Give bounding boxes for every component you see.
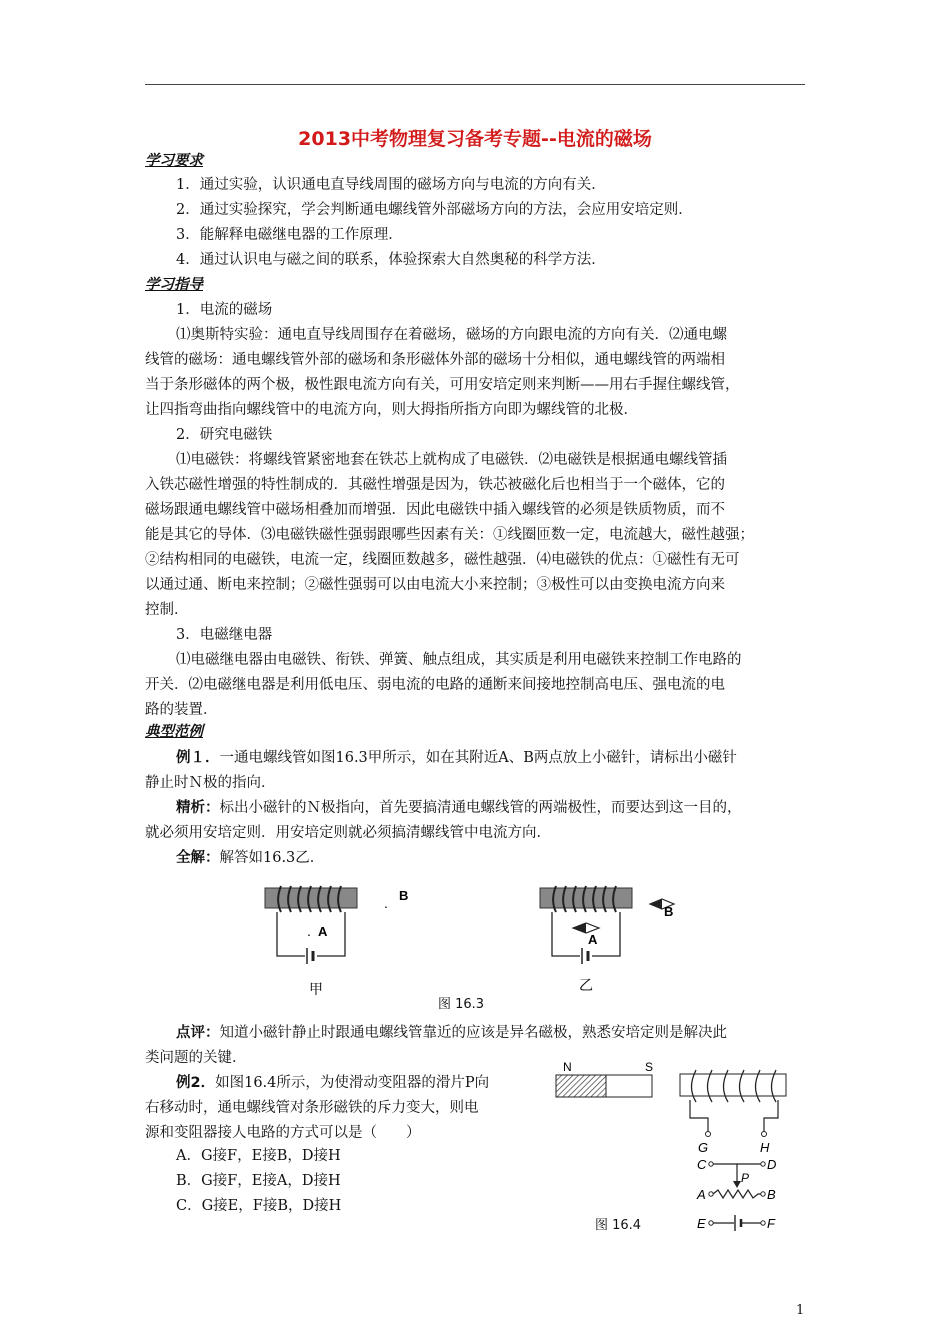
magnet-s-label: S bbox=[645, 1060, 654, 1074]
figure-16-3 bbox=[255, 878, 695, 998]
label-c: C bbox=[697, 1157, 707, 1172]
paragraph-line: ⑴电磁继电器由电磁铁、衔铁、弹簧、触点组成，其实质是利用电磁铁来控制工作电路的 bbox=[176, 652, 742, 668]
solenoid-core bbox=[680, 1074, 786, 1096]
paragraph-line: 开关．⑵电磁继电器是利用低电压、弱电流的电路的通断来间接地控制高电压、强电流的电 bbox=[145, 677, 725, 693]
header-rule bbox=[145, 84, 805, 85]
caption-right: 乙 bbox=[579, 977, 593, 993]
bar-magnet-north bbox=[556, 1075, 606, 1097]
requirement-item: 2．通过实验探究，学会判断通电螺线管外部磁场方向的方法，会应用安培定则． bbox=[176, 202, 693, 218]
wire-left bbox=[277, 912, 305, 956]
section-heading-guide: 学习指导 bbox=[145, 277, 203, 293]
paragraph-line: 控制． bbox=[145, 602, 189, 618]
paragraph-line: ⑴电磁铁：将螺线管紧密地套在铁芯上就构成了电磁铁．⑵电磁铁是根据通电螺线管插 bbox=[176, 452, 727, 468]
example-2-line: 右移动时，通电螺线管对条形磁铁的斥力变大，则电 bbox=[145, 1100, 479, 1116]
example-2-label: 例2． bbox=[176, 1075, 216, 1091]
terminal-c bbox=[709, 1162, 713, 1166]
lead-h bbox=[764, 1100, 778, 1132]
paragraph-line: 线管的磁场：通电螺线管外部的磁场和条形磁体外部的磁场十分相似，通电螺线管的两端相 bbox=[145, 352, 725, 368]
subheading: 2．研究电磁铁 bbox=[176, 427, 273, 443]
comment-line: 类问题的关键． bbox=[145, 1050, 247, 1066]
requirement-item: 3．能解释电磁继电器的工作原理． bbox=[176, 227, 403, 243]
magnet-n-label: N bbox=[563, 1060, 572, 1074]
option-b: B．G接F，E接A，D接H bbox=[176, 1173, 341, 1189]
bar-magnet-south bbox=[606, 1075, 652, 1097]
label-b-right: B bbox=[664, 904, 674, 919]
label-a-rheostat: A bbox=[697, 1187, 706, 1202]
terminal-f bbox=[761, 1221, 765, 1225]
page-title: 2013中考物理复习备考专题--电流的磁场 bbox=[298, 128, 652, 150]
resistance-wire bbox=[713, 1190, 761, 1198]
paragraph-line: 入铁芯磁性增强的特性制成的．其磁性增强是因为，铁芯被磁化后也相当于一个磁体，它的 bbox=[145, 477, 725, 493]
dot-b-left: . bbox=[384, 895, 388, 911]
analysis-label: 精析： bbox=[176, 800, 220, 816]
terminal-b bbox=[761, 1192, 765, 1196]
comment-line bbox=[176, 1023, 727, 1043]
analysis-text: 标出小磁针的Ｎ极指向，首先要搞清通电螺线管的两端极性，而要达到这一目的， bbox=[219, 800, 742, 816]
paragraph-line: ②结构相同的电磁铁，电流一定，线圈匝数越多，磁性越强．⑷电磁铁的优点：①磁性有无可 bbox=[145, 552, 740, 568]
subheading: 1．电流的磁场 bbox=[176, 302, 273, 318]
label-f: F bbox=[767, 1216, 775, 1231]
subheading: 3．电磁继电器 bbox=[176, 627, 273, 643]
answer-label: 全解： bbox=[176, 850, 220, 866]
section-heading-examples: 典型范例 bbox=[145, 724, 203, 740]
example-1-label: 例１． bbox=[176, 750, 220, 766]
figure-16-3-caption: 图 16.3 bbox=[438, 997, 485, 1012]
wire-right bbox=[552, 912, 580, 956]
requirement-item: 1．通过实验，认识通电直导线周围的磁场方向与电流的方向有关． bbox=[176, 177, 606, 193]
page-number: 1 bbox=[796, 1303, 805, 1318]
figure-16-4 bbox=[550, 1058, 800, 1240]
paragraph-line: 路的装置． bbox=[145, 702, 218, 718]
lead-g bbox=[690, 1100, 708, 1132]
label-g: G bbox=[698, 1140, 709, 1155]
example-1-line: 静止时Ｎ极的指向． bbox=[145, 775, 276, 791]
slider-arrow bbox=[733, 1181, 741, 1188]
terminal-a bbox=[709, 1192, 713, 1196]
paragraph-line: 磁场跟通电螺线管中磁场相叠加而增强．因此电磁铁中插入螺线管的必须是铁质物质，而不 bbox=[145, 502, 725, 518]
label-a-right: A bbox=[588, 932, 598, 947]
dot-a-left: . bbox=[307, 923, 311, 939]
paragraph-line: ⑴奥斯特实验：通电直导线周围存在着磁场，磁场的方向跟电流的方向有关．⑵通电螺 bbox=[176, 327, 727, 343]
paragraph-line: 当于条形磁体的两个极，极性跟电流方向有关，可用安培定则来判断——用右手握住螺线管， bbox=[145, 377, 740, 393]
compass-needle-a-north bbox=[573, 923, 586, 933]
requirement-item: 4．通过认识电与磁之间的联系，体验探索大自然奥秘的科学方法． bbox=[176, 252, 606, 268]
label-b-left: B bbox=[399, 888, 409, 903]
option-a: A．G接F，E接B，D接H bbox=[176, 1148, 341, 1164]
comment-text: 知道小磁针静止时跟通电螺线管靠近的应该是异名磁极，熟悉安培定则是解决此 bbox=[219, 1025, 727, 1041]
label-p: P bbox=[741, 1171, 750, 1185]
answer-line bbox=[176, 848, 324, 868]
figure-16-4-caption: 图 16.4 bbox=[595, 1218, 642, 1233]
example-1-text: 一通电螺线管如图16.3甲所示，如在其附近A、B两点放上小磁针，请标出小磁针 bbox=[219, 750, 737, 766]
compass-needle-b-north bbox=[650, 899, 662, 909]
analysis-line: 就必须用安培定则．用安培定则就必须搞清螺线管中电流方向． bbox=[145, 825, 551, 841]
example-2-line: 源和变阻器接人电路的方式可以是（ ） bbox=[145, 1125, 421, 1141]
terminal-h bbox=[762, 1132, 767, 1137]
answer-text: 解答如16.3乙． bbox=[219, 850, 325, 866]
label-b-rheostat: B bbox=[767, 1187, 776, 1202]
label-e: E bbox=[697, 1216, 706, 1231]
example-1-line bbox=[176, 748, 737, 768]
analysis-line bbox=[176, 798, 742, 818]
paragraph-line: 能是其它的导体．⑶电磁铁磁性强弱跟哪些因素有关：①线圈匝数一定，电流越大，磁性越强； bbox=[145, 527, 754, 543]
label-h: H bbox=[760, 1140, 770, 1155]
paragraph-line: 让四指弯曲指向螺线管中的电流方向，则大拇指所指方向即为螺线管的北极． bbox=[145, 402, 638, 418]
terminal-g bbox=[706, 1132, 711, 1137]
paragraph-line: 以通过通、断电来控制；②磁性强弱可以由电流大小来控制；③极性可以由变换电流方向来 bbox=[145, 577, 725, 593]
terminal-e bbox=[709, 1221, 713, 1225]
comment-label: 点评： bbox=[176, 1025, 220, 1041]
option-c: C．G接E，F接B，D接H bbox=[176, 1198, 342, 1214]
label-a-left: A bbox=[318, 924, 328, 939]
section-heading-requirements: 学习要求 bbox=[145, 153, 203, 169]
example-2-line bbox=[176, 1073, 489, 1093]
caption-left: 甲 bbox=[309, 981, 323, 997]
label-d: D bbox=[767, 1157, 777, 1172]
example-2-text: 如图16.4所示，为使滑动变阻器的滑片P向 bbox=[215, 1075, 490, 1091]
terminal-d bbox=[761, 1162, 765, 1166]
